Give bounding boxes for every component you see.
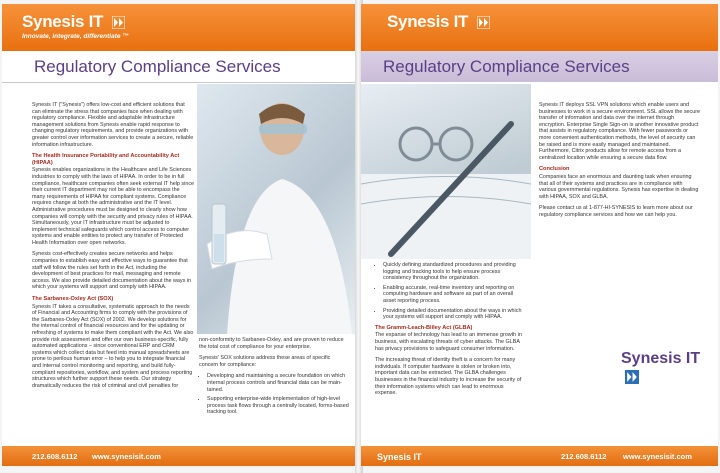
glba-paragraph: The expanse of technology has lead to an immense growth in business, with escalating threats of cyber attacks. The GLBA has privacy provisions to safeguard consumer information. [375,332,522,352]
list-item: • Developing and maintaining a secure foundation on which internal process controls and financial data can be main-tained. [207,373,349,393]
left-column-2 [199,337,349,420]
brand-name: Synesis IT [621,350,701,367]
right-column-1 [375,262,525,402]
intro-paragraph: Synesis IT ("Synesis") offers low-cost and efficient solutions that can eliminate the stress that companies face when dealing with regulatory compliance. Flexible and adaptable infrastructure management solutions from Synesis enable rapid response to changing regulatory requirements, and provide organizations with greater control over information services to create a secure, reliable information infrastructure. [32,102,194,148]
list-item: • Quickly defining standardized procedures and providing logging and tracking tools to help ensure process consistency throughout the organization. [383,262,525,282]
sox-heading: The Sarbanes-Oxley Act (SOX) [32,296,114,303]
footer-bar [361,446,718,466]
logo-arrows-icon [625,370,639,384]
right-page [361,4,718,466]
top-banner [361,4,718,51]
list-item: • Providing detailed documentation about the ways in which your systems will support and comply with HIPAA. [383,308,525,321]
brand-logo [22,12,129,40]
networks-paragraph: Synesis cost-effectively creates secure networks and helps companies to establish easy and effective ways to guarantee that staff will follow the rules set forth in the Act, including the development of best practices for mail, messaging and remote access. We also provide detailed documentation about the ways in which your systems will support and comply with HIPAA. [32,251,192,291]
footer-url[interactable]: www.synesisit.com [623,452,692,461]
brand-name: Synesis IT [387,12,469,31]
pen-and-report-photo [361,84,531,259]
conclusion-paragraph: Companies face an enormous and daunting task when ensuring that all of their systems and practices are in compliance with various governmental regulations. Synesis has expertise in dealing with HIPAA, SOX and GLBA. [539,173,699,200]
logo-arrows-icon [477,16,490,29]
lab-scientist-photo [197,84,357,334]
glba-heading: The Gramm-Leach-Bliley Act (GLBA) [375,324,473,331]
footer-bar [2,446,357,466]
footer-brand: Synesis IT [377,452,422,462]
bottom-brand-logo [621,350,718,386]
sox-paragraph: Synesis IT takes a consultative, systematic approach to the needs of Financial and Accounting firms to comply with the provisions of the Sarbanes-Oxley Act (SOX) of 2002. We develop solutions for the internal control of financial resources and for the updating or refreshing of systems to make them compliant with the Act. We also provide risk assessment and offer our own business-specific, fully automated applications – since conventional ERP and CRM systems which collect data but feed into manual spreadsheets are prone to perilous human error – to help you to integrate financial and internal control monitoring and reporting, and build fully-compliant repositories, workflow, and system and process reporting structures which further support these needs. Our strategy dramatically reduces the risk of criminal and civil penalties for [32,303,194,389]
scientist-illustration [197,84,357,334]
footer-phone: 212.608.6112 [561,452,607,461]
list-item: • Supporting enterprise-wide implementation of high-level process task flows through a centrally located, forms-based tracking tool. [207,396,349,416]
left-page [2,4,357,466]
title-bar [361,51,718,82]
footer-phone: 212.608.6112 [32,452,78,461]
top-banner [2,4,357,51]
left-column [32,102,194,394]
sox-bullet-list [199,373,349,416]
conclusion-heading: Conclusion [539,166,570,173]
list-item: • Enabling accurate, real-time inventory and reporting on computing hardware and software as part of an overall asset reporting process. [383,285,525,305]
hipaa-paragraph: Synesis enables organizations in the Healthcare and Life Sciences industries to comply with the laws of HIPAA. In order to be in full compliance, healthcare companies often seek external IT help since their current IT department may not be able to encompass the many requirements of HIPAA for compliant systems. Compliance requires change at both the administrative and the IT level. Administrative procedures must be designed to clearly show how companies will comply with the security and privacy rules of HIPAA. Simultaneously, your IT infrastructure must be adjusted to implement technical safeguards which control access to computer systems and enable entities to protect any transfer of Protected Health Information over open networks. [32,167,195,246]
right-column-2 [539,102,701,224]
hipaa-heading: The Health Insurance Portability and Accountability Act (HIPAA) [32,153,180,166]
footer-url[interactable]: www.synesisit.com [92,452,161,461]
vpn-paragraph: Synesis IT deploys SSL VPN solutions which enable users and businesses to work in a secure environment. SSL allows the secure transfer of information and data over the internet through encryption. Enterprise Single Sign-on is another innovative product that assists in regulatory compliance. With fewer passwords or more convenient authentication methods, the level of security can be raised and is more easily managed and maintained. Furthermore, Citrix products allow for remote access from a centralized location while ensuring a secure data flow. [539,102,701,161]
page-title: Regulatory Compliance Services [383,57,630,76]
page-title: Regulatory Compliance Services [34,57,281,76]
brand-name: Synesis IT [22,12,104,31]
glba-paragraph-2: The increasing threat of identity theft is a concern for many individuals. If computer hardware is stolen or broken into, important data can be extracted. The GLBA challenges businesses in the financial industry to increase the security of their information systems which can lead to enormous expense. [375,357,522,397]
sox-bullet-list-continued [375,262,525,321]
sox-continued: non-conformity to Sarbanes-Oxley, and are proven to reduce the total cost of compliance for your enterprise. [199,337,344,350]
logo-arrows-icon [112,16,125,29]
pen-illustration [361,84,531,259]
brand-logo [387,12,490,32]
brand-tagline: Innovate, integrate, differentiate ™ [22,33,129,40]
contact-paragraph: Please contact us at 1-877-HI-SYNESIS to learn more about our regulatory compliance services and how we can help you. [539,205,693,218]
sox-areas-intro: Synesis' SOX solutions address these areas of specific concern for compliance: [199,355,331,368]
title-bar [2,51,357,83]
